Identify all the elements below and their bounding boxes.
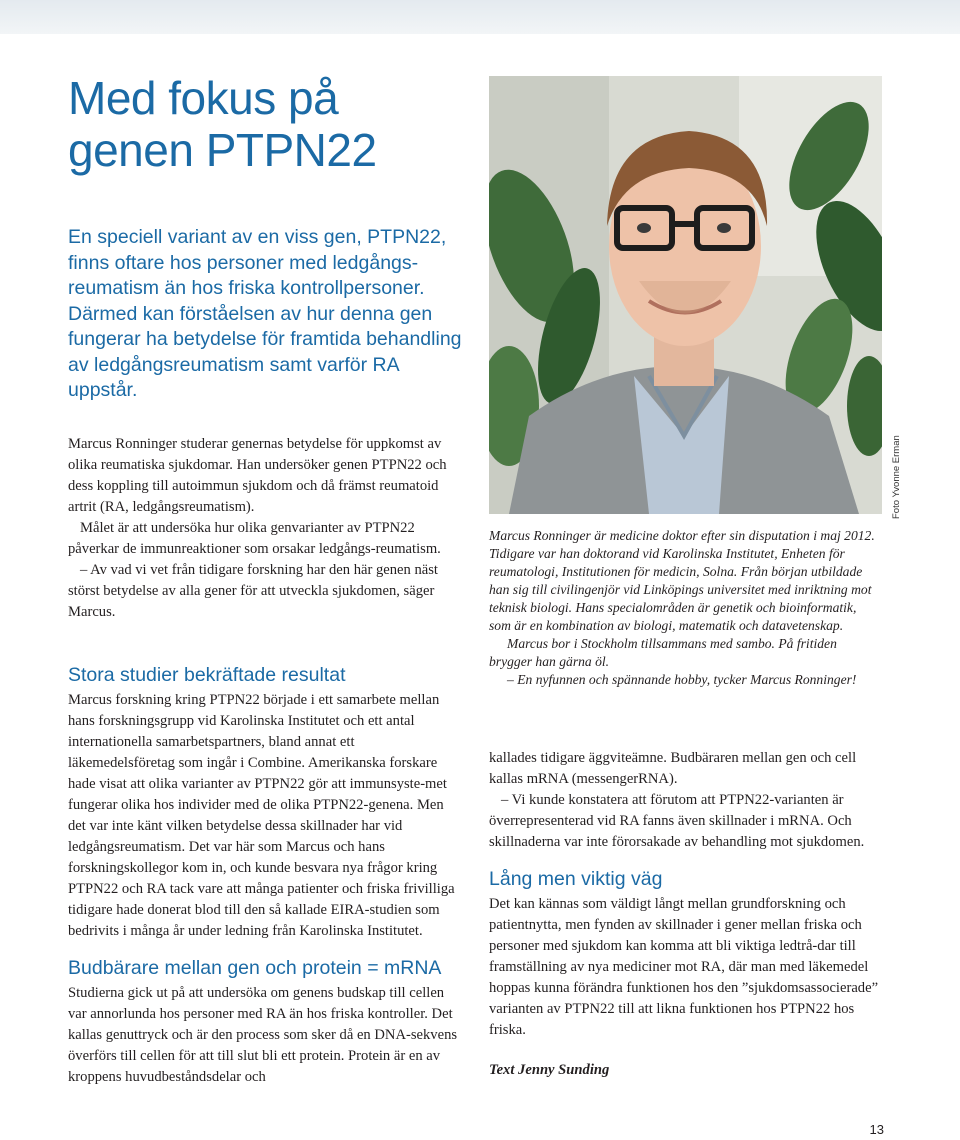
continued-paragraph: kallades tidigare äggviteämne. Budbäraren mellan gen och cell kallas mRNA (messengerRNA). bbox=[489, 750, 857, 787]
intro-paragraph: Målet är att undersöka hur olika genvarianter av PTPN22 påverkar de immunreaktioner som orsakar ledgångs-reumatism. bbox=[68, 520, 441, 557]
portrait-illustration bbox=[489, 76, 882, 514]
caption-paragraph: Marcus bor i Stockholm tillsammans med sambo. På fritiden brygger han gärna öl. bbox=[489, 636, 837, 669]
column-left bbox=[68, 662, 463, 1088]
section-heading-studies: Stora studier bekräftade resultat bbox=[68, 664, 346, 686]
portrait-photo bbox=[489, 76, 882, 514]
lead-paragraph: En speciell variant av en viss gen, PTPN22, finns oftare hos personer med ledgångs-reumatism än hos friska kontrollpersoner. Därmed kan förståelsen av hur denna gen fungerar ha betydelse för framtida behandling av ledgångsreumatism samt varför RA uppstår. bbox=[68, 226, 462, 401]
intro-text bbox=[68, 434, 463, 623]
intro-quote: – Av vad vi vet från tidigare forskning har den här genen näst störst betydelse av alla gener för att utveckla sjukdomen, säger Marcus. bbox=[68, 562, 438, 620]
intro-paragraph: Marcus Ronninger studerar genernas betydelse för uppkomst av olika reumatiska sjukdomar. Han undersöker genen PTPN22 och dess koppling till autoimmun sjukdom och då främst reumatoid artrit (RA, ledgångsreumatism). bbox=[68, 436, 447, 515]
section-heading-mrna: Budbärare mellan gen och protein = mRNA bbox=[68, 957, 442, 979]
top-banner bbox=[0, 0, 960, 34]
section-paragraph: Det kan kännas som väldigt långt mellan grundforskning och patientnytta, men fynden av skillnader i gener mellan friska och personer med sjukdom kan komma att bli viktiga ledtrå-dar till framställning av nya mediciner mot RA, där man med läkemedel hoppas kunna förändra funktionen hos den ”sjukdomsassocierade” varianten av PTPN22 till att likna funktionen hos PTPN22 hos friska. bbox=[489, 896, 879, 1038]
column-right bbox=[489, 748, 881, 1081]
section-paragraph: Studierna gick ut på att undersöka om genens budskap till cellen var annorlunda hos personer med RA än hos friska kontroller. Det kallas genuttryck och är den process som sker då en DNA-sekvens överförs till cellen för att till slut bli ett protein. Protein är en av kroppens huvudbeståndsdelar och bbox=[68, 985, 458, 1085]
byline: Text Jenny Sunding bbox=[489, 1062, 610, 1078]
quote-paragraph: – Vi kunde konstatera att förutom att PTPN22-varianten är överrepresenterad vid RA fanns även skillnader i mRNA. Och skillnaderna var inte förorsakade av behandling mot sjukdomen. bbox=[489, 792, 865, 850]
section-paragraph: Marcus forskning kring PTPN22 började i ett samarbete mellan hans forskningsgrupp vid Karolinska Institutet och ett antal internationella samarbetspartners, bland annat ett läkemedelsföretag som ingår i Combine. Amerikanska forskare hade visat att olika varianter av PTPN22 gör att immunsyste-met fungerar olika hos individer med de olika PTPN22-genena. Men det var inte känt vilken betydelse dessa skillnader har vid ledgångsreumatism. Det var här som Marcus och hans forskningskollegor kom in, och kunde besvara nya frågor kring PTPN22 och RA tack vare att många patienter och friska frivilliga tidigare hade donerat blod till den så kallade EIRA-studien som bedrivits i många år under ledning från Karolinska Institutet. bbox=[68, 692, 455, 939]
caption-quote: – En nyfunnen och spännande hobby, tycker Marcus Ronninger! bbox=[507, 672, 857, 687]
page-number: 13 bbox=[869, 1122, 884, 1137]
caption-paragraph: Marcus Ronninger är medicine doktor efter sin disputation i maj 2012. Tidigare var han doktorand vid Karolinska Institutet, Enheten för reumatologi, Institutionen för medicin, Solna. Från början utbildade han sig till civilingenjör vid Linköpings universitet med inriktning mot teknisk biologi. Hans specialområden är genetik och bioinformatik, som är en kombination av biologi, matematik och datavetenskap. bbox=[489, 528, 875, 633]
section-heading-long-road: Lång men viktig väg bbox=[489, 868, 663, 890]
page-title: Med fokus på genen PTPN22 bbox=[68, 72, 377, 176]
photo-caption bbox=[489, 527, 881, 689]
photo-credit: Foto Yvonne Erman bbox=[891, 435, 902, 519]
